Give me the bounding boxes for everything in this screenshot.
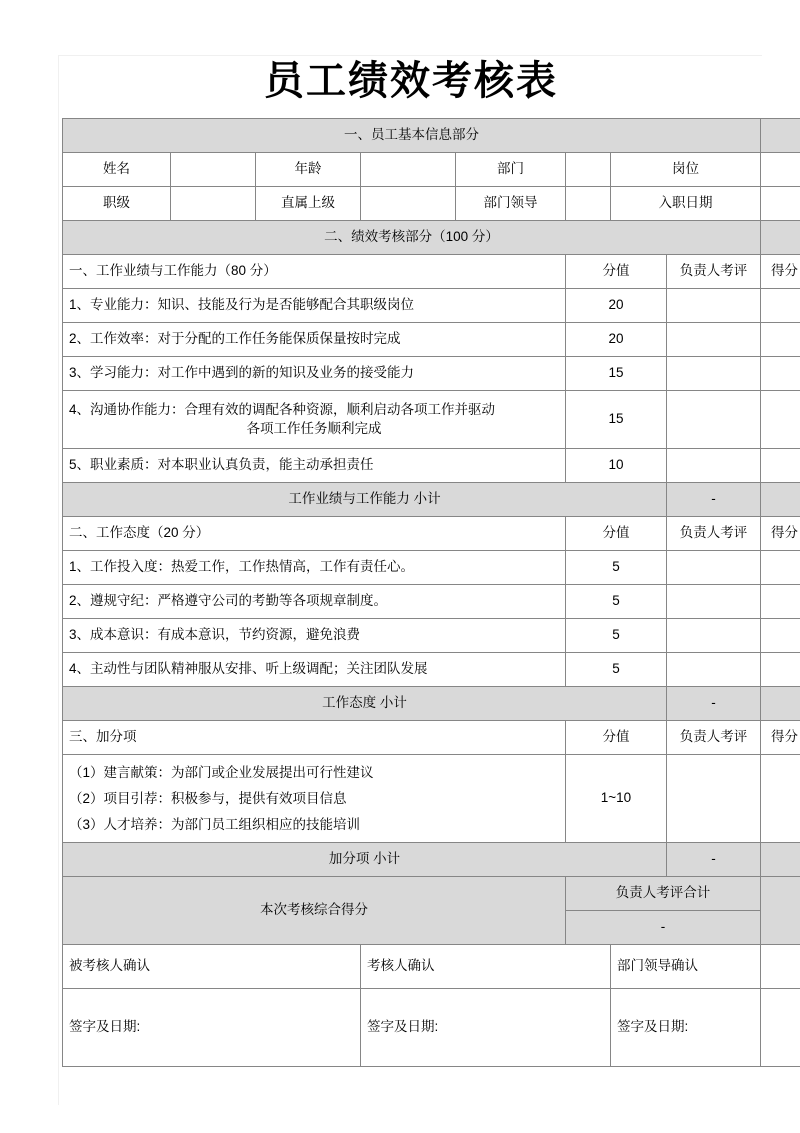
criteria-row — [63, 323, 800, 357]
criteria-text-multiline — [63, 391, 566, 449]
subtotal-evaluation: - — [667, 843, 761, 877]
criteria-text-line2: 各项工作任务顺利完成 — [246, 420, 382, 436]
label-department-leader: 部门领导 — [456, 187, 566, 221]
criteria-points-input[interactable] — [761, 585, 800, 619]
column-header-points: 得分 — [761, 255, 800, 289]
subtotal-evaluation: - — [667, 687, 761, 721]
criteria-evaluation-input[interactable] — [667, 551, 761, 585]
criteria-row — [63, 449, 800, 483]
criteria-text: 1、工作投入度：热爱工作，工作热情高，工作有责任心。 — [63, 551, 566, 585]
criteria-points-input[interactable] — [761, 357, 800, 391]
criteria-points-input[interactable] — [761, 289, 800, 323]
bonus-score-range: 1~10 — [566, 755, 667, 843]
column-header-score: 分值 — [566, 517, 667, 551]
criteria-text: 3、成本意识：有成本意识，节约资源，避免浪费 — [63, 619, 566, 653]
criteria-score: 5 — [566, 585, 667, 619]
criteria-text: 4、主动性与团队精神服从安排、听上级调配；关注团队发展 — [63, 653, 566, 687]
field-hire-date[interactable] — [761, 187, 800, 221]
criteria-points-input[interactable] — [761, 323, 800, 357]
basic-info-heading-spacer — [761, 119, 800, 153]
signature-field-employee[interactable]: 签字及日期: — [63, 989, 361, 1067]
page-title: 员工绩效考核表 — [264, 59, 558, 103]
criteria-score: 5 — [566, 653, 667, 687]
evaluation-total-value: - — [566, 911, 761, 945]
column-header-points: 得分 — [761, 517, 800, 551]
label-name: 姓名 — [63, 153, 171, 187]
criteria-points-input[interactable] — [761, 619, 800, 653]
criteria-evaluation-input[interactable] — [667, 653, 761, 687]
basic-info-row — [63, 187, 800, 221]
criteria-evaluation-input[interactable] — [667, 357, 761, 391]
subtotal-row-bonus — [63, 843, 800, 877]
basic-info-heading-row — [63, 119, 800, 153]
field-age[interactable] — [361, 153, 456, 187]
subtotal-row-work-attitude — [63, 687, 800, 721]
signature-field-evaluator[interactable]: 签字及日期: — [361, 989, 611, 1067]
subtotal-label: 加分项 小计 — [63, 843, 667, 877]
criteria-text: 2、工作效率：对于分配的工作任务能保质保量按时完成 — [63, 323, 566, 357]
performance-heading-spacer — [761, 221, 800, 255]
field-job-level[interactable] — [171, 187, 256, 221]
criteria-row — [63, 653, 800, 687]
basic-info-heading: 一、员工基本信息部分 — [63, 119, 761, 153]
field-position[interactable] — [761, 153, 800, 187]
group-header-row-work-attitude — [63, 517, 800, 551]
group-header-row-work-performance — [63, 255, 800, 289]
signature-body-row — [63, 989, 800, 1067]
subtotal-row-work-performance — [63, 483, 800, 517]
criteria-points-input[interactable] — [761, 449, 800, 483]
criteria-score: 15 — [566, 357, 667, 391]
criteria-text: 3、学习能力：对工作中遇到的新的知识及业务的接受能力 — [63, 357, 566, 391]
subtotal-evaluation: - — [667, 483, 761, 517]
signature-header-employee: 被考核人确认 — [63, 945, 361, 989]
basic-info-row — [63, 153, 800, 187]
criteria-row — [63, 357, 800, 391]
column-header-points: 得分 — [761, 721, 800, 755]
label-direct-supervisor: 直属上级 — [256, 187, 361, 221]
performance-heading-row — [63, 221, 800, 255]
criteria-evaluation-input[interactable] — [667, 449, 761, 483]
signature-header-row — [63, 945, 800, 989]
criteria-evaluation-input[interactable] — [667, 289, 761, 323]
bonus-item: （2）项目引荐：积极参与，提供有效项目信息 — [69, 790, 347, 806]
subtotal-points — [761, 687, 800, 721]
evaluation-total-header: 负责人考评合计 — [566, 877, 761, 911]
group-header-row-bonus — [63, 721, 800, 755]
field-department[interactable] — [566, 153, 611, 187]
bonus-items-cell — [63, 755, 566, 843]
column-header-evaluation: 负责人考评 — [667, 721, 761, 755]
criteria-evaluation-input[interactable] — [667, 323, 761, 357]
signature-header-evaluator: 考核人确认 — [361, 945, 611, 989]
field-department-leader[interactable] — [566, 187, 611, 221]
total-row-header — [63, 877, 800, 911]
criteria-evaluation-input[interactable] — [667, 619, 761, 653]
criteria-score: 15 — [566, 391, 667, 449]
group-title-work-performance: 一、工作业绩与工作能力（80 分） — [63, 255, 566, 289]
column-header-evaluation: 负责人考评 — [667, 255, 761, 289]
criteria-evaluation-input[interactable] — [667, 585, 761, 619]
subtotal-points — [761, 843, 800, 877]
criteria-row — [63, 619, 800, 653]
bonus-item: （1）建言献策：为部门或企业发展提出可行性建议 — [69, 764, 374, 780]
subtotal-label: 工作态度 小计 — [63, 687, 667, 721]
column-header-score: 分值 — [566, 721, 667, 755]
field-name[interactable] — [171, 153, 256, 187]
bonus-items-row — [63, 755, 800, 843]
criteria-row — [63, 551, 800, 585]
field-direct-supervisor[interactable] — [361, 187, 456, 221]
group-title-work-attitude: 二、工作态度（20 分） — [63, 517, 566, 551]
criteria-text-line1: 4、沟通协作能力：合理有效的调配各种资源，顺利启动各项工作并驱动 — [69, 402, 496, 418]
label-department: 部门 — [456, 153, 566, 187]
performance-heading: 二、绩效考核部分（100 分） — [63, 221, 761, 255]
label-age: 年龄 — [256, 153, 361, 187]
criteria-score: 20 — [566, 323, 667, 357]
criteria-row — [63, 585, 800, 619]
group-title-bonus: 三、加分项 — [63, 721, 566, 755]
subtotal-label: 工作业绩与工作能力 小计 — [63, 483, 667, 517]
overall-score-label: 本次考核综合得分 — [63, 877, 566, 945]
overall-points-cell — [761, 877, 800, 945]
label-hire-date: 入职日期 — [611, 187, 761, 221]
criteria-row — [63, 289, 800, 323]
criteria-score: 10 — [566, 449, 667, 483]
criteria-score: 5 — [566, 551, 667, 585]
signature-body-spacer — [761, 989, 800, 1067]
column-header-evaluation: 负责人考评 — [667, 517, 761, 551]
column-header-score: 分值 — [566, 255, 667, 289]
performance-evaluation-form — [62, 118, 800, 1067]
label-job-level: 职级 — [63, 187, 171, 221]
subtotal-points — [761, 483, 800, 517]
criteria-score: 20 — [566, 289, 667, 323]
criteria-text: 2、遵规守纪：严格遵守公司的考勤等各项规章制度。 — [63, 585, 566, 619]
signature-header-spacer — [761, 945, 800, 989]
criteria-text: 1、专业能力：知识、技能及行为是否能够配合其职级岗位 — [63, 289, 566, 323]
criteria-row — [63, 391, 800, 449]
criteria-text: 5、职业素质：对本职业认真负责，能主动承担责任 — [63, 449, 566, 483]
label-position: 岗位 — [611, 153, 761, 187]
signature-field-department-leader[interactable]: 签字及日期: — [611, 989, 761, 1067]
criteria-evaluation-input[interactable] — [667, 391, 761, 449]
signature-header-department-leader: 部门领导确认 — [611, 945, 761, 989]
bonus-points-input[interactable] — [761, 755, 800, 843]
criteria-points-input[interactable] — [761, 551, 800, 585]
criteria-points-input[interactable] — [761, 391, 800, 449]
bonus-item: （3）人才培养：为部门员工组织相应的技能培训 — [69, 816, 361, 832]
criteria-points-input[interactable] — [761, 653, 800, 687]
criteria-score: 5 — [566, 619, 667, 653]
bonus-evaluation-input[interactable] — [667, 755, 761, 843]
